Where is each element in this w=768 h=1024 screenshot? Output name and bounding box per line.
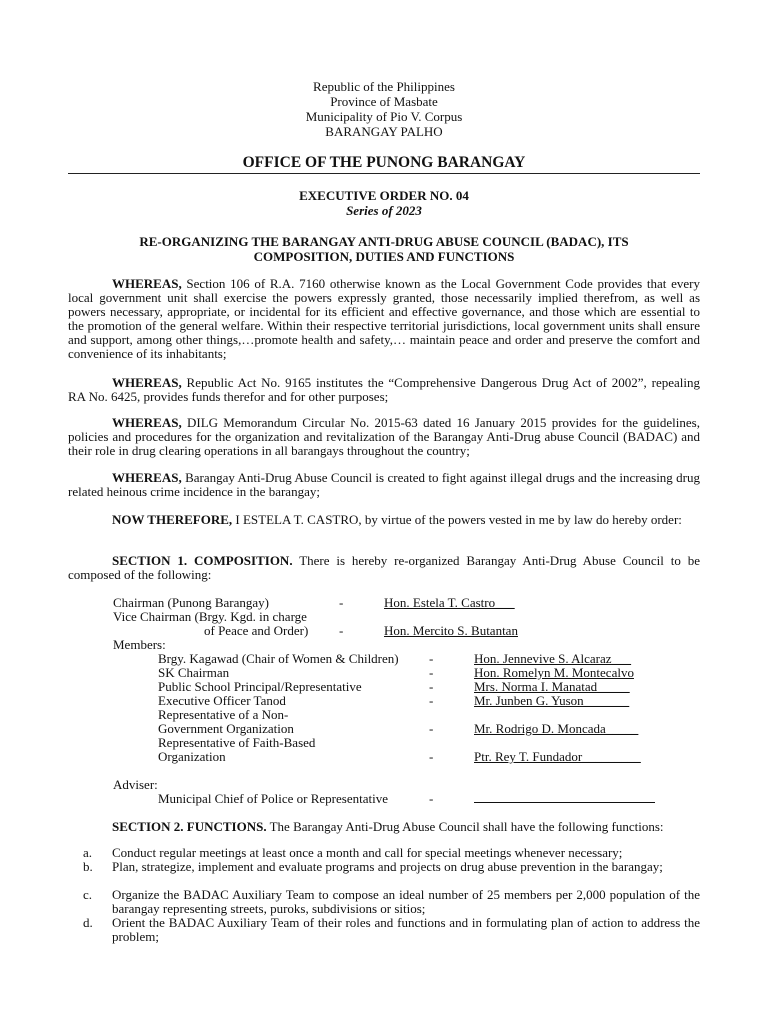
whereas-text: Barangay Anti-Drug Abuse Council is created to fight against illegal drugs and the increasing drug related heinous crime incidence in the barangay;: [68, 470, 700, 500]
member-name: Mrs. Norma I. Manatad_____: [474, 679, 630, 694]
whereas-paragraph-1: [68, 277, 700, 362]
now-therefore-text: I ESTELA T. CASTRO, by virtue of the powers vested in me by law do hereby order:: [232, 512, 682, 527]
item-marker: b.: [83, 859, 93, 874]
whereas-lead: WHEREAS,: [112, 375, 182, 390]
function-item: [83, 887, 700, 916]
now-therefore-paragraph: [68, 513, 700, 527]
whereas-text: Republic Act No. 9165 institutes the “Comprehensive Dangerous Drug Act of 2002”, repealing RA No. 6425, provides funds therefor and for other purposes;: [68, 375, 700, 405]
whereas-text: Section 106 of R.A. 7160 otherwise known as the Local Government Code provides that every local government unit shall exercise the powers expressly granted, those necessarily implied therefrom, as well as powers necessary, appropriate, or incidental for its efficient and effective governance, and those which are essential to the promotion of the general welfare. Within their respective territorial jurisdictions, local government units shall ensure and support, among other things,…promote health and safety,… maintain peace and order and preserve the comfort and convenience of its inhabitants;: [68, 276, 700, 362]
dash: -: [429, 791, 434, 806]
whereas-paragraph-3: [68, 416, 700, 458]
vice-chairman-label-2: of Peace and Order): [204, 623, 309, 638]
item-text: Orient the BADAC Auxiliary Team of their roles and functions and in formulating plan of action to address the problem;: [112, 915, 700, 944]
chairman-label: Chairman (Punong Barangay): [113, 595, 269, 610]
item-marker: a.: [83, 845, 93, 860]
item-text: Organize the BADAC Auxiliary Team to compose an ideal number of 25 members per 2,000 population of the barangay representing streets, puroks, subdivisions or sitios;: [112, 887, 700, 916]
order-number-block: [0, 189, 768, 218]
section-2-paragraph: [68, 820, 700, 834]
adviser-role: Municipal Chief of Police or Representative: [158, 791, 388, 806]
member-role: Public School Principal/Representative: [158, 679, 362, 694]
member-name: Mr. Rodrigo D. Moncada_____: [474, 721, 639, 736]
adviser-name-blank-line: [474, 802, 655, 803]
section-2-heading: SECTION 2. FUNCTIONS.: [112, 819, 267, 834]
chairman-name: Hon. Estela T. Castro___: [384, 595, 515, 610]
header-divider: [68, 173, 700, 174]
dash: -: [339, 595, 344, 610]
member-name: Mr. Junben G. Yuson_______: [474, 693, 630, 708]
member-name: Hon. Jennevive S. Alcaraz___: [474, 651, 632, 666]
function-item: [83, 915, 700, 944]
member-role: Executive Officer Tanod: [158, 693, 286, 708]
vice-chairman-label-1: Vice Chairman (Brgy. Kgd. in charge: [113, 609, 307, 624]
order-number: EXECUTIVE ORDER NO. 04: [299, 188, 469, 203]
section-2-text: The Barangay Anti-Drug Abuse Council shall have the following functions:: [266, 819, 664, 834]
section-1-paragraph: [68, 554, 700, 582]
dash: -: [429, 665, 434, 680]
member-role-continued: Organization: [158, 749, 226, 764]
whereas-paragraph-2: [68, 376, 700, 404]
barangay-line: BARANGAY PALHO: [325, 124, 443, 139]
adviser-label: Adviser:: [113, 777, 158, 792]
member-role: Brgy. Kagawad (Chair of Women & Children): [158, 651, 399, 666]
whereas-text: DILG Memorandum Circular No. 2015-63 dated 16 January 2015 provides for the guidelines, policies and procedures for the organization and revitalization of the Barangay Anti-Drug abuse Council (BADAC) and their role in drug clearing operations in all barangays throughout the country;: [68, 415, 700, 459]
function-item: [83, 859, 700, 874]
now-therefore-lead: NOW THEREFORE,: [112, 512, 233, 527]
dash: -: [429, 693, 434, 708]
order-title-line-2: COMPOSITION, DUTIES AND FUNCTIONS: [253, 248, 515, 264]
item-marker: c.: [83, 887, 93, 902]
dash: -: [339, 623, 344, 638]
order-series: Series of 2023: [346, 202, 422, 218]
function-item: [83, 845, 700, 860]
member-name: Ptr. Rey T. Fundador_________: [474, 749, 641, 764]
section-1-heading: SECTION 1. COMPOSITION.: [112, 553, 293, 568]
order-title: [68, 235, 700, 264]
whereas-lead: WHEREAS,: [112, 470, 182, 485]
section-1-text: There is hereby re-organized Barangay Anti-Drug Abuse Council to be composed of the following:: [68, 553, 700, 583]
dash: -: [429, 749, 434, 764]
whereas-paragraph-4: [68, 471, 700, 499]
whereas-lead: WHEREAS,: [112, 276, 182, 291]
municipality-line: Municipality of Pio V. Corpus: [305, 109, 463, 124]
member-role: Representative of a Non-: [158, 707, 289, 722]
province-line: Province of Masbate: [330, 94, 438, 109]
item-text: Conduct regular meetings at least once a month and call for special meetings whenever necessary;: [112, 845, 623, 860]
member-role-continued: Government Organization: [158, 721, 294, 736]
member-role: SK Chairman: [158, 665, 230, 680]
member-role: Representative of Faith-Based: [158, 735, 316, 750]
office-title: OFFICE OF THE PUNONG BARANGAY: [242, 154, 526, 171]
dash: -: [429, 721, 434, 736]
dash: -: [429, 651, 434, 666]
dash: -: [429, 679, 434, 694]
country-line: Republic of the Philippines: [313, 79, 455, 94]
item-marker: d.: [83, 915, 93, 930]
whereas-lead: WHEREAS,: [112, 415, 182, 430]
item-text: Plan, strategize, implement and evaluate programs and projects on drug abuse prevention in the barangay;: [112, 859, 663, 874]
member-name: Hon. Romelyn M. Montecalvo: [474, 665, 634, 680]
members-label: Members:: [113, 637, 166, 652]
vice-chairman-name: Hon. Mercito S. Butantan: [384, 623, 518, 638]
order-title-line-1: RE-ORGANIZING THE BARANGAY ANTI-DRUG ABUSE COUNCIL (BADAC), ITS: [139, 234, 629, 249]
